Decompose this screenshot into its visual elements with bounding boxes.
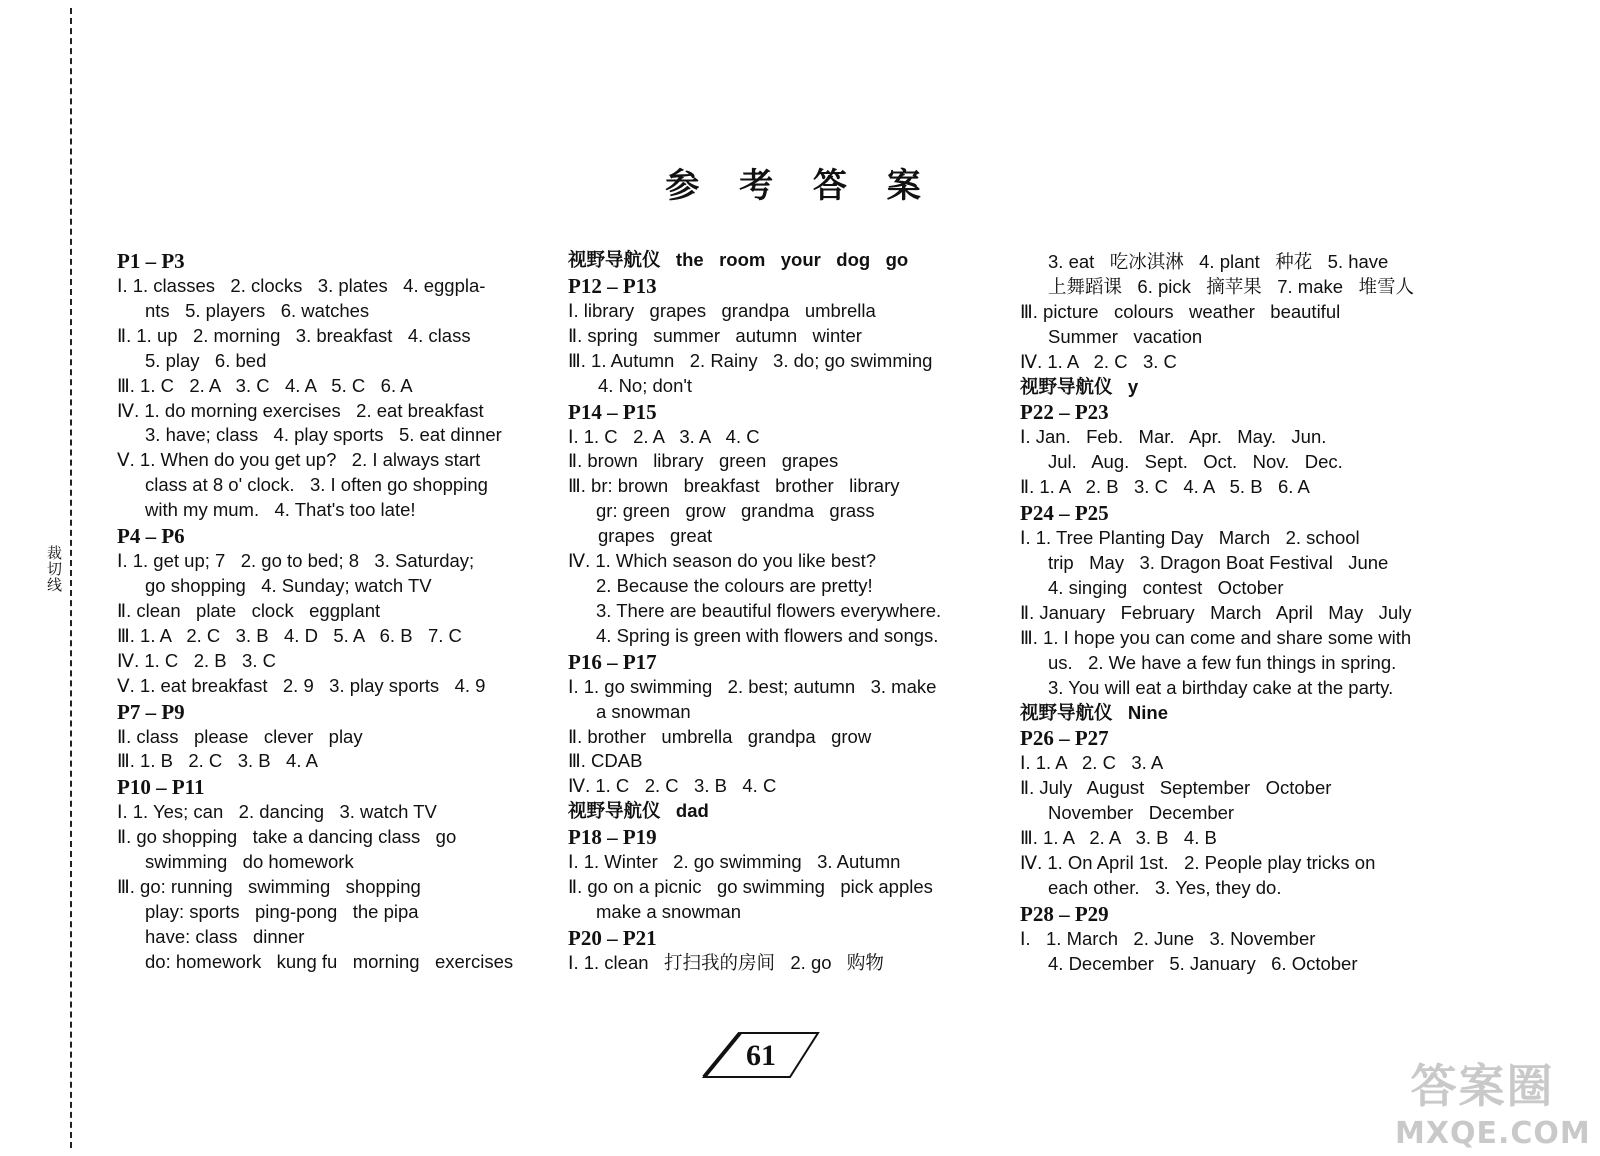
answer-line: Ⅰ. 1. Yes; can 2. dancing 3. watch TV bbox=[117, 801, 437, 823]
answer-line: 4. No; don't bbox=[598, 374, 693, 396]
answer-line: make a snowman bbox=[596, 900, 741, 922]
answer-line: Ⅳ. 1. C 2. B 3. C bbox=[117, 649, 276, 671]
answer-line: Ⅰ. library grapes grandpa umbrella bbox=[568, 299, 876, 321]
answer-column-1 bbox=[117, 248, 517, 975]
answer-line: Ⅰ. 1. Winter 2. go swimming 3. Autumn bbox=[568, 851, 901, 873]
section-heading: P26 – P27 bbox=[1020, 726, 1109, 751]
answer-line: Ⅲ. 1. I hope you can come and share some with bbox=[1020, 626, 1412, 648]
section-heading: P24 – P25 bbox=[1020, 501, 1109, 526]
answer-line: Ⅱ. July August September October bbox=[1020, 777, 1332, 799]
answer-line: Ⅰ. 1. clean 打扫我的房间 2. go 购物 bbox=[568, 951, 884, 973]
section-heading: P28 – P29 bbox=[1020, 901, 1109, 926]
answer-line: Ⅲ. 1. Autumn 2. Rainy 3. do; go swimming bbox=[568, 349, 933, 371]
answer-line: go shopping 4. Sunday; watch TV bbox=[145, 574, 432, 596]
section-heading: P14 – P15 bbox=[568, 399, 657, 424]
page-title: 参 考 答 案 bbox=[665, 166, 935, 206]
answer-line: 视野导航仪 Nine bbox=[1020, 701, 1169, 723]
page-number: 61 bbox=[746, 1039, 776, 1072]
answer-line: 4. December 5. January 6. October bbox=[1048, 952, 1358, 974]
answer-line: class at 8 o' clock. 3. I often go shopping bbox=[145, 474, 488, 496]
answer-line: Ⅲ. br: brown breakfast brother library bbox=[568, 475, 900, 497]
watermark-logo: 答案圈 bbox=[1410, 1059, 1555, 1113]
section-heading: P7 – P9 bbox=[117, 699, 185, 724]
answer-line: Ⅱ. brown library green grapes bbox=[568, 450, 839, 472]
watermark bbox=[1395, 1050, 1591, 1151]
answer-line: Ⅲ. 1. B 2. C 3. B 4. A bbox=[117, 750, 318, 772]
answer-line: Ⅰ. 1. C 2. A 3. A 4. C bbox=[568, 425, 760, 447]
section-heading: P12 – P13 bbox=[568, 273, 657, 298]
answer-line: with my mum. 4. That's too late! bbox=[145, 499, 416, 521]
answer-line: Ⅲ. go: running swimming shopping bbox=[117, 876, 421, 898]
answer-line: 视野导航仪 y bbox=[1020, 375, 1139, 397]
section-heading: P22 – P23 bbox=[1020, 400, 1109, 425]
answer-column-2 bbox=[568, 248, 968, 976]
answer-line: 2. Because the colours are pretty! bbox=[596, 574, 873, 596]
watermark-url: MXQE.COM bbox=[1395, 1116, 1591, 1151]
page-number-badge bbox=[700, 1025, 830, 1085]
answer-line: Ⅱ. clean plate clock eggplant bbox=[117, 599, 381, 621]
answer-line: 视野导航仪 the room your dog go bbox=[568, 249, 909, 270]
answer-line: 5. play 6. bed bbox=[145, 349, 267, 371]
answer-line: Ⅲ. 1. A 2. A 3. B 4. B bbox=[1020, 827, 1217, 849]
section-heading: P10 – P11 bbox=[117, 775, 205, 800]
cut-line-label: 裁切线 bbox=[45, 545, 63, 593]
answer-line: Ⅴ. 1. eat breakfast 2. 9 3. play sports 4. 9 bbox=[117, 674, 486, 696]
answer-line: 3. have; class 4. play sports 5. eat dinner bbox=[145, 424, 502, 446]
answer-line: Ⅳ. 1. do morning exercises 2. eat breakfast bbox=[117, 399, 484, 421]
answer-line: Ⅱ. go on a picnic go swimming pick apples bbox=[568, 876, 933, 898]
answer-line: Ⅱ. class please clever play bbox=[117, 725, 363, 747]
section-heading: P4 – P6 bbox=[117, 524, 185, 549]
answer-line: grapes great bbox=[598, 525, 713, 547]
answer-column-3 bbox=[1020, 250, 1420, 977]
answer-line: nts 5. players 6. watches bbox=[145, 299, 370, 321]
answer-line: have: class dinner bbox=[145, 925, 305, 947]
answer-line: Ⅰ. Jan. Feb. Mar. Apr. May. Jun. bbox=[1020, 426, 1327, 448]
answer-line: swimming do homework bbox=[145, 851, 354, 873]
answer-line: Ⅰ. 1. March 2. June 3. November bbox=[1020, 927, 1316, 949]
answer-line: play: sports ping-pong the pipa bbox=[145, 900, 419, 922]
answer-line: November December bbox=[1048, 802, 1235, 824]
answer-line: Ⅱ. 1. up 2. morning 3. breakfast 4. class bbox=[117, 324, 471, 346]
answer-line: 上舞蹈课 6. pick 摘苹果 7. make 堆雪人 bbox=[1048, 275, 1414, 297]
answer-line: Ⅴ. 1. When do you get up? 2. I always start bbox=[117, 449, 481, 471]
answer-line: us. 2. We have a few fun things in spring. bbox=[1048, 651, 1397, 673]
answer-line: Ⅳ. 1. C 2. C 3. B 4. C bbox=[568, 775, 777, 797]
answer-line: Ⅰ. 1. classes 2. clocks 3. plates 4. eggpla- bbox=[117, 275, 486, 296]
answer-line: trip May 3. Dragon Boat Festival June bbox=[1048, 552, 1389, 574]
answer-line: Ⅲ. 1. A 2. C 3. B 4. D 5. A 6. B 7. C bbox=[117, 624, 462, 646]
answer-line: Ⅲ. 1. C 2. A 3. C 4. A 5. C 6. A bbox=[117, 374, 413, 396]
answer-line: gr: green grow grandma grass bbox=[596, 500, 875, 522]
answer-line: Ⅱ. go shopping take a dancing class go bbox=[117, 826, 457, 848]
answer-line: Ⅱ. January February March April May July bbox=[1020, 601, 1412, 623]
section-heading: P18 – P19 bbox=[568, 825, 657, 850]
answer-line: each other. 3. Yes, they do. bbox=[1048, 876, 1282, 898]
section-heading: P20 – P21 bbox=[568, 925, 657, 950]
section-heading: P1 – P3 bbox=[117, 249, 185, 273]
answer-line: Ⅲ. picture colours weather beautiful bbox=[1020, 300, 1341, 322]
answer-line: Ⅰ. 1. Tree Planting Day March 2. school bbox=[1020, 527, 1360, 549]
answer-line: Ⅳ. 1. On April 1st. 2. People play tricks on bbox=[1020, 852, 1376, 874]
answer-line: 3. You will eat a birthday cake at the party. bbox=[1048, 676, 1394, 698]
answer-line: 4. Spring is green with flowers and songs. bbox=[596, 624, 939, 646]
answer-line: 3. There are beautiful flowers everywhere. bbox=[596, 599, 942, 621]
answer-line: Ⅱ. 1. A 2. B 3. C 4. A 5. B 6. A bbox=[1020, 476, 1310, 498]
answer-line: 4. singing contest October bbox=[1048, 576, 1284, 598]
answer-line: Jul. Aug. Sept. Oct. Nov. Dec. bbox=[1048, 451, 1343, 473]
section-heading: P16 – P17 bbox=[568, 649, 657, 674]
answer-line: 3. eat 吃冰淇淋 4. plant 种花 5. have bbox=[1048, 251, 1389, 272]
answer-line: Ⅰ. 1. go swimming 2. best; autumn 3. make bbox=[568, 675, 937, 697]
answer-line: Ⅲ. CDAB bbox=[568, 750, 643, 772]
answer-line: Ⅰ. 1. A 2. C 3. A bbox=[1020, 752, 1164, 774]
answer-line: Ⅱ. spring summer autumn winter bbox=[568, 324, 862, 346]
answer-line: do: homework kung fu morning exercises bbox=[145, 950, 514, 972]
answer-line: Ⅳ. 1. A 2. C 3. C bbox=[1020, 350, 1177, 372]
answer-line: Summer vacation bbox=[1048, 325, 1203, 347]
answer-line: 视野导航仪 dad bbox=[568, 800, 709, 822]
answer-line: Ⅳ. 1. Which season do you like best? bbox=[568, 550, 877, 572]
answer-line: a snowman bbox=[596, 700, 691, 722]
answer-line: Ⅱ. brother umbrella grandpa grow bbox=[568, 725, 872, 747]
answer-line: Ⅰ. 1. get up; 7 2. go to bed; 8 3. Saturday; bbox=[117, 550, 475, 572]
